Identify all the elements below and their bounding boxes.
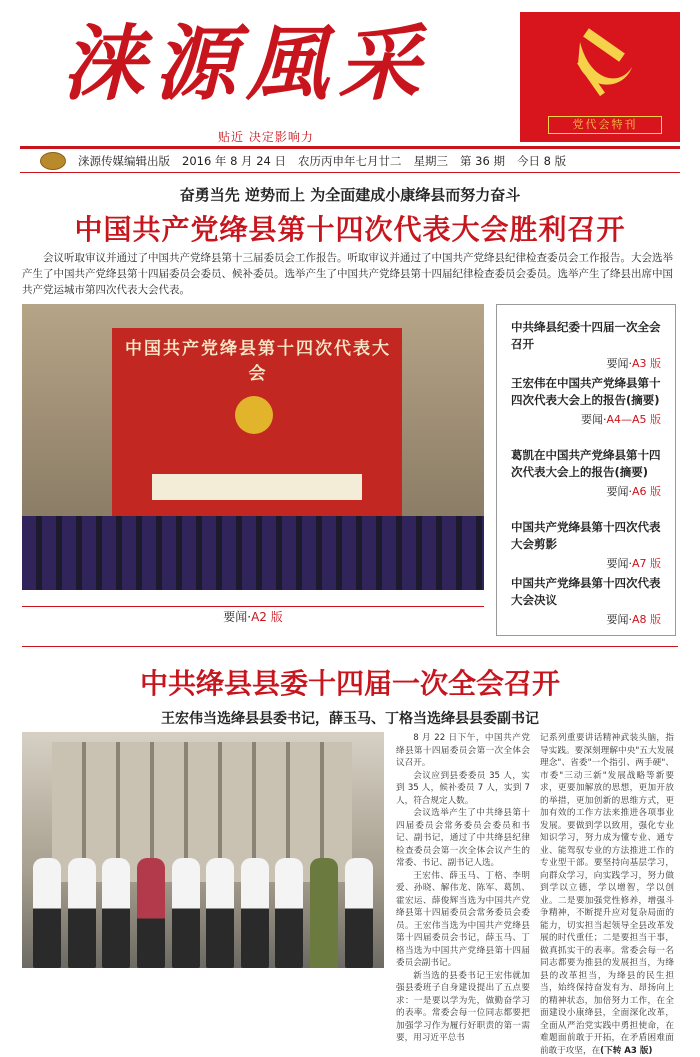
- special-issue-label: 党代会特刊: [548, 116, 662, 134]
- issue-date: 2016 年 8 月 24 日: [182, 154, 286, 168]
- paragraph: 会议选举产生了中共绛县第十四届委员会常务委员会委员和书记、副书记，通过了中共绛县纪律检查委员会第一次全体会议产生的常委、书记、副书记人选。: [396, 808, 530, 868]
- person: [241, 858, 269, 968]
- toc-item[interactable]: [511, 375, 661, 427]
- continued-on-link[interactable]: (下转 A3 版): [600, 1045, 653, 1056]
- toc-item[interactable]: [511, 519, 661, 571]
- toc-sidebar: [496, 304, 676, 636]
- person: [275, 858, 303, 968]
- person: [33, 858, 61, 968]
- page-count: 今日 8 版: [516, 154, 567, 168]
- lead-headline[interactable]: 中国共产党绛县第十四次代表大会胜利召开: [74, 213, 626, 246]
- second-subheadline: 王宏伟当选绛县县委书记，薛玉马、丁格当选绛县县委副书记: [161, 711, 539, 727]
- toc-prefix: 要闻·: [606, 485, 632, 498]
- paragraph: 王宏伟、薛玉马、丁格、李明爱、孙晓、解伟龙、陈军、葛凯、霍宏运、薛俊辉当选为中国共产党绛县第十四届委员会常务委员会委员。王宏伟当选为中国共产党绛县第十四届委员会书记，薛玉马、丁格当选为中国共产党绛县第十四届委员会副书记。: [396, 870, 530, 968]
- paragraph-text: 记系列重要讲话精神武装头脑，指导实践。要深刻理解中央"五大发展理念"、省委"一个指引、两手硬"、市委"三动三新"发展战略等新要求，更要加解放的思想，更加开放的举措，更加创新的思维方式，更加有效的工作方法来推进各项事业发展。要做到学以致用，强化专业知识学习，努力成为懂专业、通专业、能驾驭专业的方法推进工作的专业型干部。要坚持向基层学习，向群众学习，向实践学习，努力做到学以立德，学以增智，学以创业。二是要加强党性修养，增强斗争精神，不断提升应对复杂局面的能力，切实担当起领导全县改革发展的时代重任；二是要担当干事，做真抓实干的表率。常委会每一名同志都要为推县的发展担当，为绛县的改革担当，为绛县的民生担当，始终保持奋发有为、昂扬向上的精神状态，加倍努力工作，在全面建设小康绛县，全面深化改革，全面从严治党实践中勇担使命，在难题面前敢于开拓，在矛盾困难面前敢于攻坚，在: [540, 733, 674, 1056]
- audience-seats: [22, 516, 484, 590]
- person: [102, 858, 130, 968]
- person: [206, 858, 234, 968]
- second-headline[interactable]: 中共绛县县委十四届一次全会召开: [139, 667, 560, 700]
- person: [137, 858, 165, 968]
- toc-prefix: 要闻·: [606, 357, 632, 370]
- lunar-date: 农历丙申年七月廿二: [298, 154, 402, 168]
- party-special-box: [520, 12, 680, 142]
- issue-number: 第 36 期: [460, 154, 505, 168]
- lead-kicker: 奋勇当先 逆势而上 为全面建成小康绛县而努力奋斗: [179, 186, 521, 204]
- masthead-slogan: 贴近 决定影响力: [218, 130, 314, 144]
- toc-title: 中国共产党绛县第十四次代表大会剪影: [511, 520, 661, 551]
- publisher: 涞源传媒编辑出版: [78, 154, 170, 168]
- publisher-logo-icon: [40, 152, 66, 170]
- person: [172, 858, 200, 968]
- article-column-2: [540, 732, 674, 1056]
- person: [345, 858, 373, 968]
- paragraph: 新当选的县委书记王宏伟就加强县委班子自身建设提出了五点要求：一是要以学为先，做勤奋学习的表率。常委会每一位同志都要把加强学习作为履行好职责的第一需要，用习近平总书: [396, 970, 530, 1043]
- masthead-title: 涞源風采: [62, 16, 430, 112]
- toc-title: 中国共产党绛县第十四次代表大会决议: [511, 576, 661, 607]
- toc-page: A7 版: [631, 557, 661, 570]
- toc-title: 葛凯在中国共产党绛县第十四次代表大会上的报告(摘要): [511, 448, 661, 479]
- article-column-1: [396, 732, 530, 1043]
- toc-page: A3 版: [631, 357, 661, 370]
- person: [68, 858, 96, 968]
- toc-prefix: 要闻·: [580, 413, 607, 426]
- committee-group-photo[interactable]: [22, 732, 384, 968]
- toc-page: A6 版: [631, 485, 661, 498]
- group-of-officials: [22, 858, 384, 968]
- person: [310, 858, 338, 968]
- toc-prefix: 要闻·: [606, 613, 632, 626]
- paragraph: 8 月 22 日下午，中国共产党绛县第十四届委员会第一次全体会议召开。: [396, 733, 530, 768]
- caption-page: A2 版: [251, 610, 283, 624]
- toc-title: 中共绛县纪委十四届一次全会召开: [511, 320, 661, 351]
- section-divider: [22, 646, 678, 647]
- caption-prefix: 要闻·: [223, 610, 252, 624]
- lead-summary: 会议听取审议并通过了中国共产党绛县第十三届委员会工作报告。听取审议并通过了中国共产党绛县纪律检查委员会工作报告。大会选举产生了中国共产党绛县第十四届委员会委员、候补委员。选举产生了中国共产党绛县第十四届纪律检查委员会委员。选举产生了绛县出席中国共产党运城市第四次代表大会代表。: [22, 252, 673, 296]
- issue-info-bar: [20, 150, 680, 173]
- toc-prefix: 要闻·: [606, 557, 632, 570]
- party-emblem-icon: [235, 396, 273, 434]
- weekday: 星期三: [413, 154, 448, 168]
- toc-item[interactable]: [511, 575, 661, 627]
- presidium-table: [152, 474, 362, 500]
- congress-hall-photo[interactable]: [22, 304, 484, 590]
- paragraph: 会议应到县委委员 35 人，实到 35 人，候补委员 7 人，实到 7 人，符合规定人数。: [396, 770, 530, 806]
- hammer-sickle-icon: [520, 12, 680, 122]
- toc-title: 王宏伟在中国共产党绛县第十四次代表大会上的报告(摘要): [511, 376, 661, 407]
- toc-page: A8 版: [631, 613, 661, 626]
- photo-caption[interactable]: [22, 606, 484, 625]
- masthead-rule: [20, 146, 680, 149]
- stage-banner-text: 中国共产党绛县第十四次代表大会: [125, 339, 391, 384]
- toc-page: A4—A5 版: [606, 413, 661, 426]
- paragraph: [540, 732, 674, 1057]
- toc-item[interactable]: [511, 319, 661, 371]
- toc-item[interactable]: [511, 447, 661, 499]
